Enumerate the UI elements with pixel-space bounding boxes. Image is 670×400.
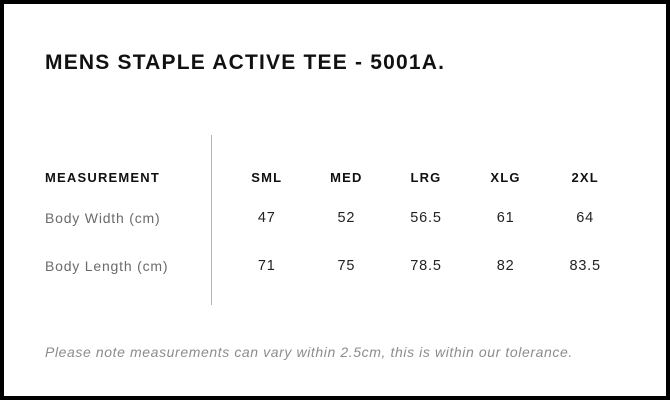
body-length-2xl: 83.5 <box>569 258 601 274</box>
body-width-sml: 47 <box>257 210 276 226</box>
row-label: Body Length (cm) <box>45 258 169 274</box>
product-title: MENS STAPLE ACTIVE TEE - 5001A. <box>45 51 446 74</box>
table-divider <box>211 135 212 305</box>
tolerance-note: Please note measurements can vary within 2.5cm, this is within our tolerance. <box>45 344 573 360</box>
table-header-row <box>45 169 625 185</box>
body-width-2xl: 64 <box>576 210 595 226</box>
size-header-med: MED <box>330 169 363 185</box>
size-header-2xl: 2XL <box>571 169 599 185</box>
body-length-xlg: 82 <box>496 258 515 274</box>
size-header-sml: SML <box>251 169 283 185</box>
table-row-body-width <box>45 210 625 226</box>
table-row-body-length <box>45 258 625 274</box>
body-width-xlg: 61 <box>496 210 515 226</box>
body-width-med: 52 <box>337 210 356 226</box>
size-header-xlg: XLG <box>490 169 521 185</box>
body-length-sml: 71 <box>257 258 276 274</box>
measurement-column-header: MEASUREMENT <box>45 169 161 185</box>
body-width-lrg: 56.5 <box>410 210 442 226</box>
body-length-med: 75 <box>337 258 356 274</box>
size-header-lrg: LRG <box>410 169 442 185</box>
row-label: Body Width (cm) <box>45 210 161 226</box>
body-length-lrg: 78.5 <box>410 258 442 274</box>
